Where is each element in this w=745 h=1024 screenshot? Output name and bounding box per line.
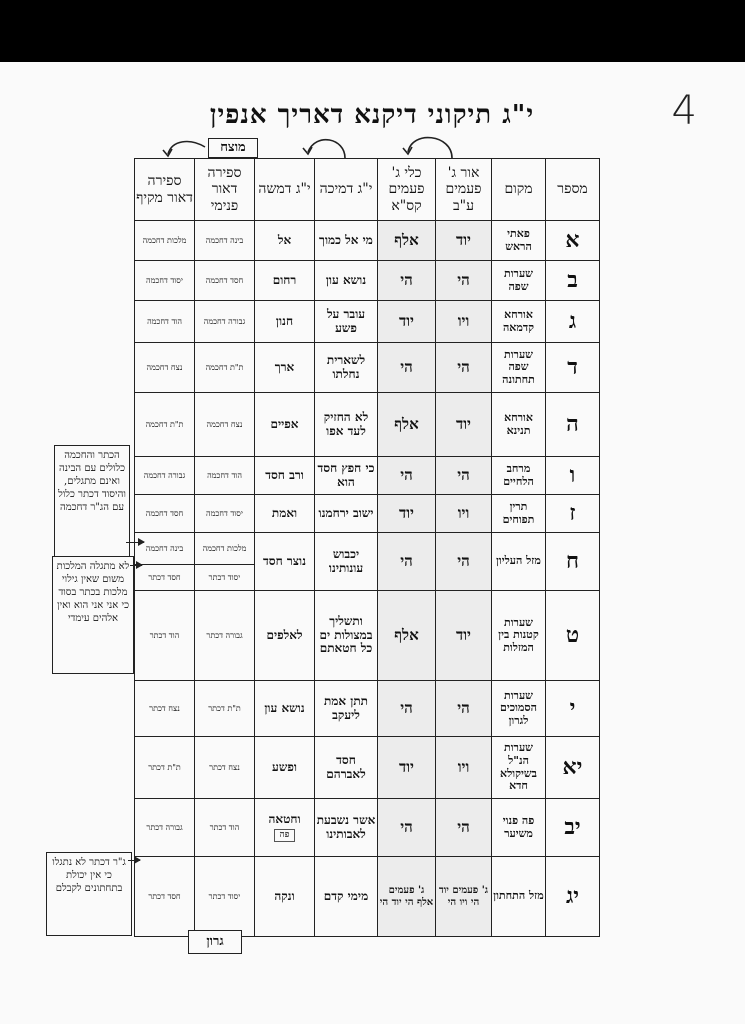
row-likeness: אשר נשבעת לאבותינו: [315, 799, 378, 857]
row-vessel: יוד: [378, 737, 436, 799]
table-row: [135, 681, 600, 737]
row-thirteen: ופשע: [255, 737, 315, 799]
row-inner-sefira: בינה דחכמה: [195, 221, 255, 261]
row-thirteen: ואמת: [255, 495, 315, 533]
row-likeness: ישוב ירחמנו: [315, 495, 378, 533]
table-row: [135, 591, 600, 681]
row-outer-sefira: מלכות דחכמה: [135, 221, 195, 261]
row-outer-sefira: הוד דחכמה: [135, 301, 195, 343]
row-place: שערות הנ"ל בשיקולא חדא: [492, 737, 546, 799]
row-likeness: תתן אמת ליעקב: [315, 681, 378, 737]
curved-arrow-icon: [408, 138, 452, 158]
row-place: תרין תפוחים: [492, 495, 546, 533]
row-thirteen: ורב חסד: [255, 457, 315, 495]
row-inner-sefira: ת"ת דחכמה: [195, 343, 255, 393]
row-vessel: הי: [378, 261, 436, 301]
row-number: ו: [546, 457, 600, 495]
row-likeness: לשארית נחלתו: [315, 343, 378, 393]
row-number: ד: [546, 343, 600, 393]
row-outer-sefira: הוד דכתר: [135, 591, 195, 681]
row-thirteen: אל: [255, 221, 315, 261]
row-outer-sefira: נצח דחכמה: [135, 343, 195, 393]
row-likeness: לא החזיק לעד אפו: [315, 393, 378, 457]
arrow-right-icon: [130, 565, 142, 566]
row-thirteen: נושא עון: [255, 681, 315, 737]
row-thirteen: חנון: [255, 301, 315, 343]
row-likeness: נושא עון: [315, 261, 378, 301]
table-row: [135, 393, 600, 457]
table-row: [135, 737, 600, 799]
tikunei-dikna-table: [134, 158, 600, 937]
row-outer-sefira: יסוד דחכמה: [135, 261, 195, 301]
row-thirteen: ארך: [255, 343, 315, 393]
row-vessel: הי: [378, 681, 436, 737]
row-likeness: מי אל כמוך: [315, 221, 378, 261]
table-row: [135, 457, 600, 495]
header-inner-sefira: ספירה דאור פנימי: [195, 159, 255, 221]
row-light: ג' פעמים יוד הי ויו הי: [436, 857, 492, 937]
row-number: ז: [546, 495, 600, 533]
row-inner-sefira: נצח דחכמה: [195, 393, 255, 457]
row-light: ויו: [436, 301, 492, 343]
document-page: [0, 62, 745, 1024]
row-inner-sefira: נצח דכתר: [195, 737, 255, 799]
side-note: הכתר והחכמה כלולים עם הבינה ואינם מתגלים, והיסוד דכתר כלול עם הג"ר דחכמה: [54, 445, 130, 557]
row-outer-sefira: גבורה דחכמה: [135, 457, 195, 495]
row-inner-sefira: יסוד דחכמה: [195, 495, 255, 533]
table-row: [135, 261, 600, 301]
row-inner-sefira: יסוד דכתר: [195, 565, 255, 591]
row-light: יוד: [436, 591, 492, 681]
row-place: מרחב הלחיים: [492, 457, 546, 495]
row-vessel: הי: [378, 343, 436, 393]
garon-label: גרון: [188, 930, 242, 954]
row-light: ויו: [436, 737, 492, 799]
row-light: יוד: [436, 393, 492, 457]
row-outer-sefira: בינה דחכמה: [135, 533, 195, 565]
row-light: הי: [436, 681, 492, 737]
row-number: ה: [546, 393, 600, 457]
row-thirteen: [255, 799, 315, 857]
row-inner-sefira: ת"ת דכתר: [195, 681, 255, 737]
table-row: [135, 533, 600, 565]
row-number: י: [546, 681, 600, 737]
row-place: מזל התחתון: [492, 857, 546, 937]
row-light: יוד: [436, 221, 492, 261]
table-row: [135, 301, 600, 343]
row-light: ויו: [436, 495, 492, 533]
row-place: שערות קטנות בין המזלות: [492, 591, 546, 681]
row-number: יב: [546, 799, 600, 857]
row-outer-sefira: נצח דכתר: [135, 681, 195, 737]
row-thirteen: רחום: [255, 261, 315, 301]
table-row: [135, 799, 600, 857]
row-thirteen: ונקה: [255, 857, 315, 937]
side-note: לא מתגלה המלכות משום שאין גילוי מלכות בכתר בסוד כי אני אני הוא ואין אלהים עימדי: [52, 556, 134, 674]
page-title: י"ג תיקוני דיקנא דאריך אנפין: [209, 100, 535, 130]
row-vessel: ג' פעמים אלף הי יוד הי: [378, 857, 436, 937]
curved-arrow-icon: [168, 142, 205, 154]
arrow-right-icon: [128, 860, 140, 861]
row-light: הי: [436, 799, 492, 857]
table-row: [135, 343, 600, 393]
header-likeness: י"ג דמיכה: [315, 159, 378, 221]
row-inner-sefira: חסד דחכמה: [195, 261, 255, 301]
row-number: א: [546, 221, 600, 261]
row-place: שערות שפה: [492, 261, 546, 301]
row-place: שערות הסמוכים לגרון: [492, 681, 546, 737]
row-vessel: יוד: [378, 495, 436, 533]
row-likeness: כי חפץ חסד הוא: [315, 457, 378, 495]
row-outer-sefira: חסד דכתר: [135, 857, 195, 937]
header-vessel: כלי ג' פעמים קס"א: [378, 159, 436, 221]
row-number: יא: [546, 737, 600, 799]
header-light: אור ג' פעמים ע"ב: [436, 159, 492, 221]
table-row: [135, 495, 600, 533]
row-outer-sefira: ת"ת דכתר: [135, 737, 195, 799]
row-inner-sefira: גבורה דחכמה: [195, 301, 255, 343]
curved-arrow-icon: [308, 140, 345, 158]
row-thirteen: אפיים: [255, 393, 315, 457]
row-vessel: הי: [378, 533, 436, 591]
row-likeness: חסד לאברהם: [315, 737, 378, 799]
row-vessel: הי: [378, 457, 436, 495]
header-row: [135, 159, 600, 221]
row-number: ח: [546, 533, 600, 591]
row-outer-sefira: גבורה דכתר: [135, 799, 195, 857]
row-place: פה פנוי משיער: [492, 799, 546, 857]
row-outer-sefira: חסד דחכמה: [135, 495, 195, 533]
row-vessel: אלף: [378, 221, 436, 261]
row-light: הי: [436, 261, 492, 301]
mocha-label: מוצח: [208, 138, 258, 158]
row-number: ט: [546, 591, 600, 681]
row-inner-sefira: מלכות דחכמה: [195, 533, 255, 565]
row-place: מזל העליון: [492, 533, 546, 591]
stamp-box: פה: [274, 829, 294, 841]
row-vessel: יוד: [378, 301, 436, 343]
row-number: יג: [546, 857, 600, 937]
header-number: מספר: [546, 159, 600, 221]
row-likeness: מימי קדם: [315, 857, 378, 937]
row-place: אורחא קדמאה: [492, 301, 546, 343]
row-number: ב: [546, 261, 600, 301]
row-inner-sefira: גבורה דכתר: [195, 591, 255, 681]
arrow-right-icon: [126, 542, 144, 543]
row-light: הי: [436, 343, 492, 393]
thirteen-text: וחטאה: [268, 812, 301, 827]
row-place: אורחא תנינא: [492, 393, 546, 457]
page-number: 4: [671, 88, 697, 134]
row-outer-sefira: ת"ת דחכמה: [135, 393, 195, 457]
row-outer-sefira: חסד דכתר: [135, 565, 195, 591]
row-vessel: אלף: [378, 393, 436, 457]
header-place: מקום: [492, 159, 546, 221]
table-row: [135, 857, 600, 937]
row-inner-sefira: יסוד דכתר: [195, 857, 255, 937]
row-light: הי: [436, 533, 492, 591]
header-outer-sefira: ספירה דאור מקיף: [135, 159, 195, 221]
row-light: הי: [436, 457, 492, 495]
row-thirteen: לאלפים: [255, 591, 315, 681]
row-thirteen: נוצר חסד: [255, 533, 315, 591]
row-likeness: ותשליך במצולות ים כל חטאתם: [315, 591, 378, 681]
row-vessel: אלף: [378, 591, 436, 681]
row-place: פאתי הראש: [492, 221, 546, 261]
row-likeness: עובר על פשע: [315, 301, 378, 343]
header-thirteen: י"ג דמשה: [255, 159, 315, 221]
table-row: [135, 221, 600, 261]
row-likeness: יכבוש עונותינו: [315, 533, 378, 591]
row-place: שערות שפה תחתונה: [492, 343, 546, 393]
row-inner-sefira: הוד דחכמה: [195, 457, 255, 495]
row-number: ג: [546, 301, 600, 343]
row-vessel: הי: [378, 799, 436, 857]
row-inner-sefira: הוד דכתר: [195, 799, 255, 857]
side-note: ג"ר דכתר לא נתגלו כי אין יכולת בתחתונים לקבלם: [46, 852, 132, 936]
